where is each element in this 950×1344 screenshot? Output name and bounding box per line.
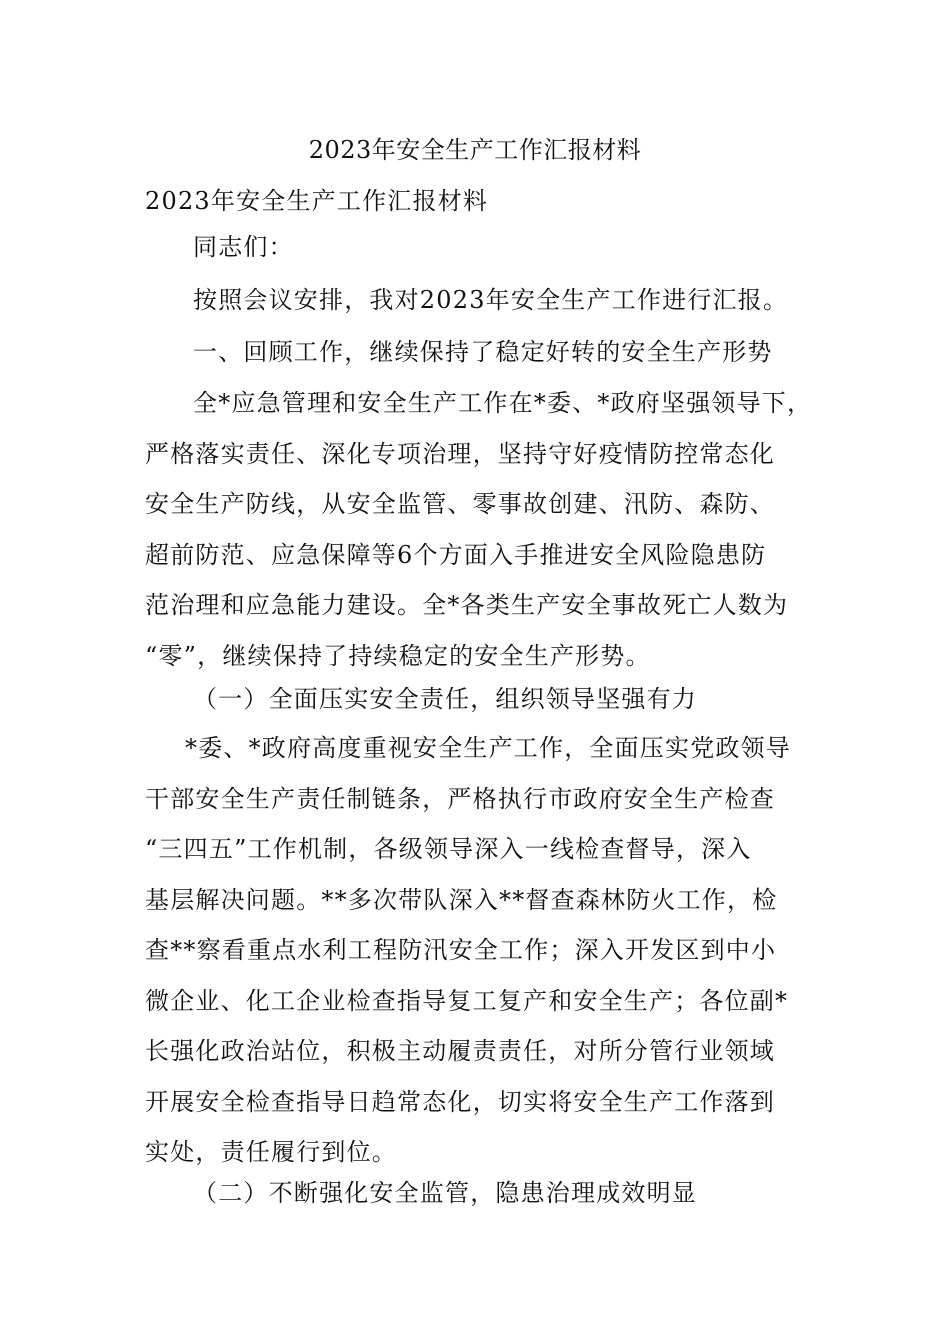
paragraph-line: 全*应急管理和安全生产工作在*委、*政府坚强领导下， [193, 389, 813, 417]
paragraph-line: 范治理和应急能力建设。全*各类生产安全事故死亡人数为 [145, 591, 789, 619]
paragraph-line: 查**察看重点水利工程防汛安全工作；深入开发区到中小 [145, 936, 777, 964]
paragraph-line: 长强化政治站位，积极主动履责责任，对所分管行业领域 [145, 1037, 775, 1065]
subsection-heading-2: （二）不断强化安全监管，隐患治理成效明显 [193, 1179, 697, 1207]
subsection-heading-1: （一）全面压实安全责任，组织领导坚强有力 [193, 685, 697, 713]
paragraph-line: 基层解决问题。**多次带队深入**督查森林防火工作，检 [145, 885, 778, 914]
section-1-paragraph [145, 378, 835, 681]
paragraph-line: 实处，责任履行到位。 [145, 1138, 397, 1166]
paragraph-line: 干部安全生产责任制链条，严格执行市政府安全生产检查 [145, 784, 775, 813]
document-title: 2023年安全生产工作汇报材料 [308, 136, 642, 164]
paragraph-line: 微企业、化工企业检查指导复工复产和安全生产；各位副* [145, 986, 789, 1015]
paragraph-line: 安全生产防线，从安全监管、零事故创建、汛防、森防、 [145, 490, 775, 518]
document-subtitle: 2023年安全生产工作汇报材料 [145, 187, 489, 215]
greeting: 同志们： [193, 233, 294, 261]
paragraph-line: 开展安全检查指导日趋常态化，切实将安全生产工作落到 [145, 1087, 775, 1116]
section-heading-1: 一、回顾工作，继续保持了稳定好转的安全生产形势 [193, 338, 773, 366]
paragraph-line: 超前防范、应急保障等6个方面入手推进安全风险隐患防 [145, 540, 767, 569]
paragraph-line: “三四五”工作机制，各级领导深入一线检查督导，深入 [145, 835, 752, 863]
paragraph-line: “零”，继续保持了持续稳定的安全生产形势。 [145, 641, 651, 670]
paragraph-line: 严格落实责任、深化专项治理，坚持守好疫情防控常态化 [145, 439, 775, 468]
subsection-1-paragraph [145, 723, 835, 1178]
intro-paragraph: 按照会议安排，我对2023年安全生产工作进行汇报。 [193, 286, 789, 314]
paragraph-line: *委、*政府高度重视安全生产工作，全面压实党政领导 [185, 734, 791, 762]
